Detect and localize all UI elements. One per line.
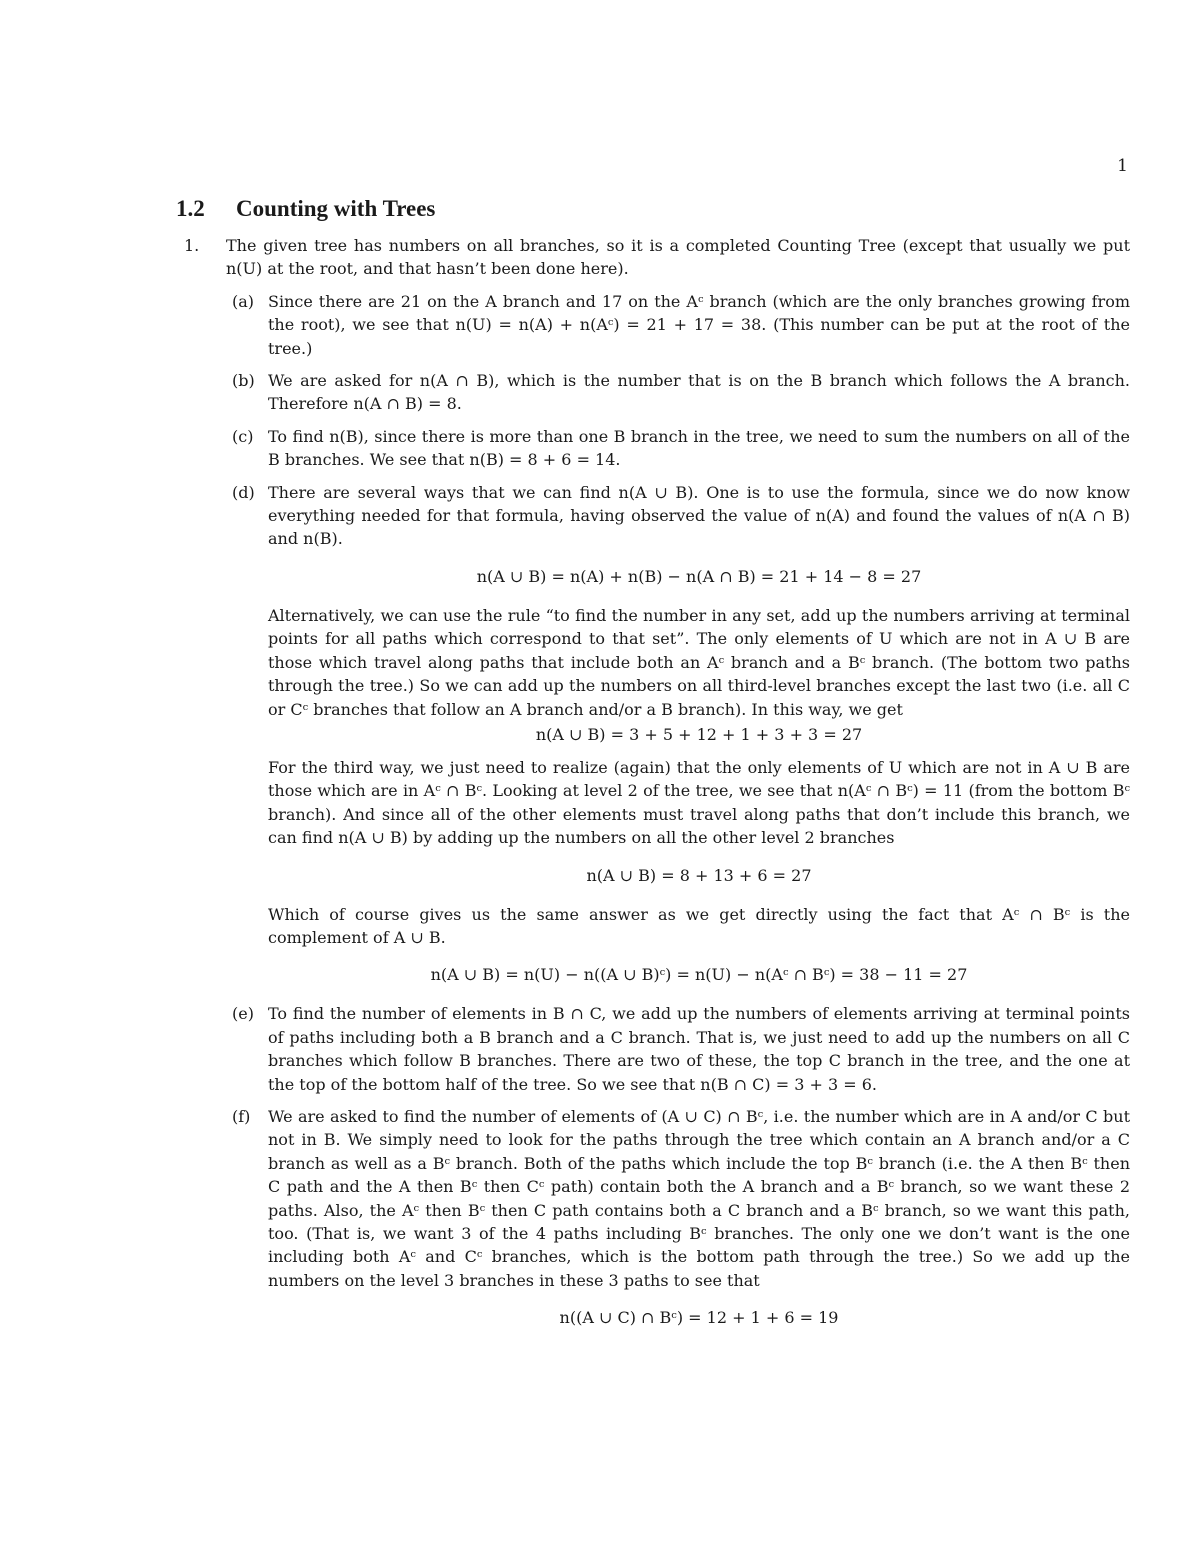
part-d (176, 481, 1130, 987)
problem-1 (176, 234, 1130, 281)
equation-d3: n(A ∪ B) = 8 + 13 + 6 = 27 (586, 865, 812, 885)
part-d-paragraph-2: Alternatively, we can use the rule “to find the number in any set, add up the numbers arriving at terminal points for all paths which correspond to that set”. The only elements of U which are not in A ∪ B are those which travel along paths that include both an Aᶜ branch and a Bᶜ branch. (The bottom two paths through the tree.) So we can add up the numbers on all third-level branches except the last two (i.e. all C or Cᶜ branches that follow an A branch and/or a B branch). In this way, we get (268, 605, 1130, 719)
problem-label: 1. (184, 236, 200, 255)
part-e-label: (e) (232, 1004, 254, 1024)
part-d-paragraph-3: For the third way, we just need to realize (again) that the only elements of U which are not in A ∪ B are those which are in Aᶜ ∩ Bᶜ. Looking at level 2 of the tree, we see that n(Aᶜ ∩ Bᶜ) = 11 (from the bottom Bᶜ branch). And since all of the other elements must travel along paths that don’t include this branch, we can find n(A ∪ B) by adding up the numbers on all the other level 2 branches (268, 757, 1130, 848)
part-f-text: We are asked to find the number of elements of (A ∪ C) ∩ Bᶜ, i.e. the number which are in A and/or C but not in B. We simply need to look for the paths through the tree which contain an A branch and/or a C branch as well as a Bᶜ branch. Both of the paths which include the top Bᶜ branch (i.e. the A then Bᶜ then C path and the A then Bᶜ then Cᶜ path) contain both the A branch and a Bᶜ branch, so we want these 2 paths. Also, the Aᶜ then Bᶜ then C path contains both a C branch and a Bᶜ branch, so we want this path, too. (That is, we want 3 of the 4 paths including Bᶜ branches. The only one we don’t want is the one including both Aᶜ and Cᶜ branches, which is the bottom path through the tree.) So we add up the numbers on the level 3 branches in these 3 paths to see that (268, 1106, 1130, 1290)
part-b-text: We are asked for n(A ∩ B), which is the number that is on the B branch which follows the A branch. Therefore n(A ∩ B) = 8. (268, 371, 1130, 414)
section-number: 1.2 (176, 196, 205, 221)
page-number: 1 (1117, 156, 1128, 176)
part-e-text: To find the number of elements in B ∩ C, we add up the numbers of elements arriving at terminal points of paths including both a B branch and a C branch. That is, we just need to add up the numbers on all C branches which follow B branches. There are two of these, the top C branch in the tree, and the one at the top of the bottom half of the tree. So we see that n(B ∩ C) = 3 + 3 = 6. (268, 1004, 1130, 1094)
part-c-text: To find n(B), since there is more than one B branch in the tree, we need to sum the numbers on all of the B branches. We see that n(B) = 8 + 6 = 14. (268, 426, 1130, 470)
equation-d4: n(A ∪ B) = n(U) − n((A ∪ B)ᶜ) = n(U) − n(Aᶜ ∩ Bᶜ) = 38 − 11 = 27 (430, 965, 968, 985)
part-a (176, 290, 1130, 360)
part-c (176, 425, 1130, 472)
part-d-paragraph-4: Which of course gives us the same answer as we get directly using the fact that Aᶜ ∩ Bᶜ is the complement of A ∪ B. (268, 904, 1130, 947)
section-title: Counting with Trees (236, 196, 436, 221)
equation-f1: n((A ∪ C) ∩ Bᶜ) = 12 + 1 + 6 = 19 (559, 1308, 839, 1328)
part-d-paragraph-1: There are several ways that we can find n(A ∪ B). One is to use the formula, since we do now know everything needed for that formula, having observed the value of n(A) and found the values of n(A ∩ B) and n(B). (268, 482, 1130, 549)
part-a-text: Since there are 21 on the A branch and 17 on the Aᶜ branch (which are the only branches growing from the root), we see that n(U) = n(A) + n(Aᶜ) = 21 + 17 = 38. (This number can be put at the root of the tree.) (268, 291, 1130, 358)
part-a-label: (a) (232, 291, 255, 311)
part-e (176, 1002, 1130, 1096)
part-f (176, 1105, 1130, 1329)
problem-intro: The given tree has numbers on all branches, so it is a completed Counting Tree (except that usually we put n(U) at the root, and that hasn’t been done here). (226, 236, 1130, 279)
equation-d2: n(A ∪ B) = 3 + 5 + 12 + 1 + 3 + 3 = 27 (535, 724, 863, 744)
part-f-label: (f) (232, 1106, 251, 1126)
section-heading (176, 196, 1130, 222)
part-d-label: (d) (232, 482, 255, 502)
document-body (176, 196, 1130, 1345)
part-c-label: (c) (232, 426, 254, 446)
part-b-label: (b) (232, 371, 255, 391)
equation-d1: n(A ∪ B) = n(A) + n(B) − n(A ∩ B) = 21 + 14 − 8 = 27 (476, 566, 922, 586)
part-b (176, 369, 1130, 416)
